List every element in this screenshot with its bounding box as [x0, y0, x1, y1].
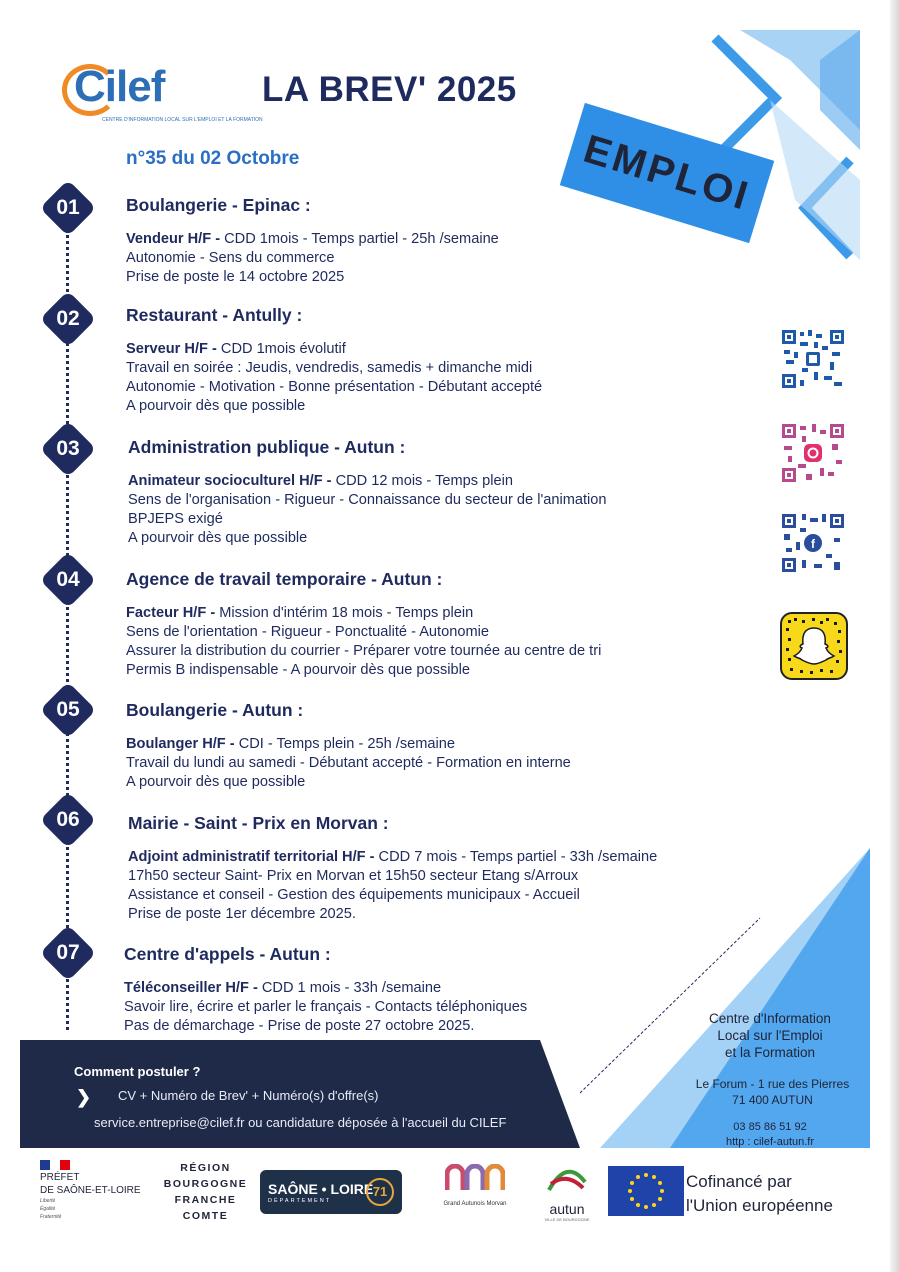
qr-code-instagram[interactable] [780, 422, 846, 484]
offer-line: Travail en soirée : Jeudis, vendredis, samedis + dimanche midi [126, 360, 533, 376]
grand-autunois-mark-icon [445, 1164, 505, 1192]
offer-line: Sens de l'organisation - Rigueur - Connaissance du secteur de l'animation [128, 492, 607, 508]
eu-flag-icon [608, 1166, 684, 1216]
offer-line: 17h50 secteur Saint- Prix en Morvan et 15h50 secteur Etang s/Arroux [128, 868, 579, 884]
offer-2 [126, 305, 726, 416]
snapchat-code[interactable] [780, 612, 848, 680]
website-link[interactable]: http : cilef-autun.fr [725, 1136, 815, 1148]
offer-7 [124, 944, 724, 1036]
cilef-info-line: Centre d'Information [709, 1011, 831, 1026]
offer-line: Prise de poste 1er décembre 2025. [128, 906, 356, 922]
offer-title: Boulangerie - Autun : [126, 700, 304, 720]
offer-badge: 03 [40, 421, 96, 477]
offer-line: A pourvoir dès que possible [126, 398, 306, 414]
timeline-line [66, 230, 69, 1030]
partner-logos [30, 1152, 860, 1228]
offer-title: Administration publique - Autun : [128, 437, 406, 457]
emploi-tag-label: EMPLOI [578, 126, 756, 219]
cilef-info [680, 1010, 860, 1061]
offer-role: Téléconseiller H/F - [124, 980, 258, 996]
issue-number: n°35 du 02 Octobre [126, 148, 300, 169]
offer-5 [126, 700, 726, 792]
qr-code-linkedin[interactable] [780, 328, 846, 390]
offer-badge: 05 [40, 682, 96, 738]
offer-role: Serveur H/F - [126, 341, 217, 357]
offer-line: BPJEPS exigé [128, 511, 223, 527]
offer-role: Adjoint administratif territorial H/F - [128, 849, 375, 865]
phone-number: 03 85 86 51 92 [733, 1121, 807, 1133]
saone-loire-logo: SAÔNE • LOIRE DÉPARTEMENT 71 [260, 1170, 402, 1214]
cilef-contact [690, 1120, 850, 1150]
offer-title: Agence de travail temporaire - Autun : [126, 569, 443, 589]
offer-role: Vendeur H/F - [126, 231, 221, 247]
offer-1 [126, 195, 726, 287]
apply-requirements: CV + Numéro de Brev' + Numéro(s) d'offre(s) [118, 1088, 379, 1103]
offer-line: Sens de l'orientation - Rigueur - Ponctualité - Autonomie [126, 624, 489, 640]
offer-line: A pourvoir dès que possible [128, 530, 308, 546]
offer-role-details: CDD 1 mois - 33h /semaine [257, 980, 442, 996]
offer-badge: 06 [40, 792, 96, 848]
offer-title: Boulangerie - Epinac : [126, 195, 311, 215]
offer-role-details: CDD 12 mois - Temps plein [331, 473, 513, 489]
offer-line: Permis B indispensable - A pourvoir dès que possible [126, 662, 470, 678]
logo-subtitle: CENTRE D'INFORMATION LOCAL SUR L'EMPLOI ET LA FORMATION [102, 117, 263, 123]
region-logo: RÉGION BOURGOGNE FRANCHE COMTE [163, 1162, 248, 1222]
svg-text:f: f [811, 537, 815, 551]
offer-role-details: CDI - Temps plein - 25h /semaine [234, 736, 456, 752]
cilef-logo [62, 62, 263, 126]
offer-line: Pas de démarchage - Prise de poste 27 octobre 2025. [124, 1018, 475, 1034]
offer-role-details: CDD 7 mois - Temps partiel - 33h /semaine [374, 849, 658, 865]
offer-line: Assistance et conseil - Gestion des équipements municipaux - Accueil [128, 887, 580, 903]
french-flag-icon [40, 1160, 70, 1170]
apply-email[interactable]: service.entreprise@cilef.fr ou candidature déposée à l'accueil du CILEF [94, 1115, 507, 1130]
offer-badge: 07 [40, 925, 96, 981]
offer-badge: 01 [40, 180, 96, 236]
offer-6 [128, 813, 728, 924]
grand-autunois-logo: Grand Autunois Morvan [420, 1164, 530, 1207]
offer-title: Mairie - Saint - Prix en Morvan : [128, 813, 389, 833]
apply-heading: Comment postuler ? [74, 1064, 201, 1079]
address-line: 71 400 AUTUN [732, 1093, 813, 1107]
offer-badge: 04 [40, 552, 96, 608]
offer-role: Facteur H/F - [126, 605, 216, 621]
offer-line: Savoir lire, écrire et parler le français - Contacts téléphoniques [124, 999, 528, 1015]
address-line: Le Forum - 1 rue des Pierres [695, 1077, 850, 1091]
offer-line: Autonomie - Sens du commerce [126, 250, 335, 266]
offer-role-details: CDD 1mois - Temps partiel - 25h /semaine [220, 231, 499, 247]
cilef-info-line: Local sur l'Emploi [717, 1028, 823, 1043]
cilef-address [680, 1076, 865, 1108]
chevron-right-icon: ❯ [76, 1087, 92, 1107]
autun-logo: autun VILLE DE BOURGOGNE [532, 1162, 602, 1222]
offer-title: Restaurant - Antully : [126, 305, 303, 325]
eu-cofinance-text: Cofinancé par l'Union européenne [686, 1172, 833, 1215]
offer-role-details: Mission d'intérim 18 mois - Temps plein [215, 605, 474, 621]
logo-text: Cilef [74, 62, 165, 111]
offer-line: Autonomie - Motivation - Bonne présentation - Débutant accepté [126, 379, 543, 395]
offer-role: Animateur socioculturel H/F - [128, 473, 332, 489]
offer-title: Centre d'appels - Autun : [124, 944, 331, 964]
offer-line: Prise de poste le 14 octobre 2025 [126, 269, 345, 285]
offer-line: Assurer la distribution du courrier - Préparer votre tournée au centre de tri [126, 643, 602, 659]
offer-line: A pourvoir dès que possible [126, 774, 306, 790]
offer-3 [128, 437, 728, 548]
offer-role-details: CDD 1mois évolutif [216, 341, 346, 357]
cilef-info-line: et la Formation [724, 1045, 816, 1060]
offer-line: Travail du lundi au samedi - Débutant accepté - Formation en interne [126, 755, 571, 771]
offer-badge: 02 [40, 291, 96, 347]
scan-edge [890, 0, 899, 1272]
qr-code-facebook[interactable] [780, 512, 846, 574]
offer-4 [126, 569, 726, 680]
prefet-logo: PRÉFET DE SAÔNE-ET-LOIRE Liberté Égalité Fraternité [40, 1160, 150, 1220]
autun-mark-icon [545, 1162, 589, 1194]
offer-role: Boulanger H/F - [126, 736, 235, 752]
page-title: LA BREV' 2025 [262, 70, 517, 109]
